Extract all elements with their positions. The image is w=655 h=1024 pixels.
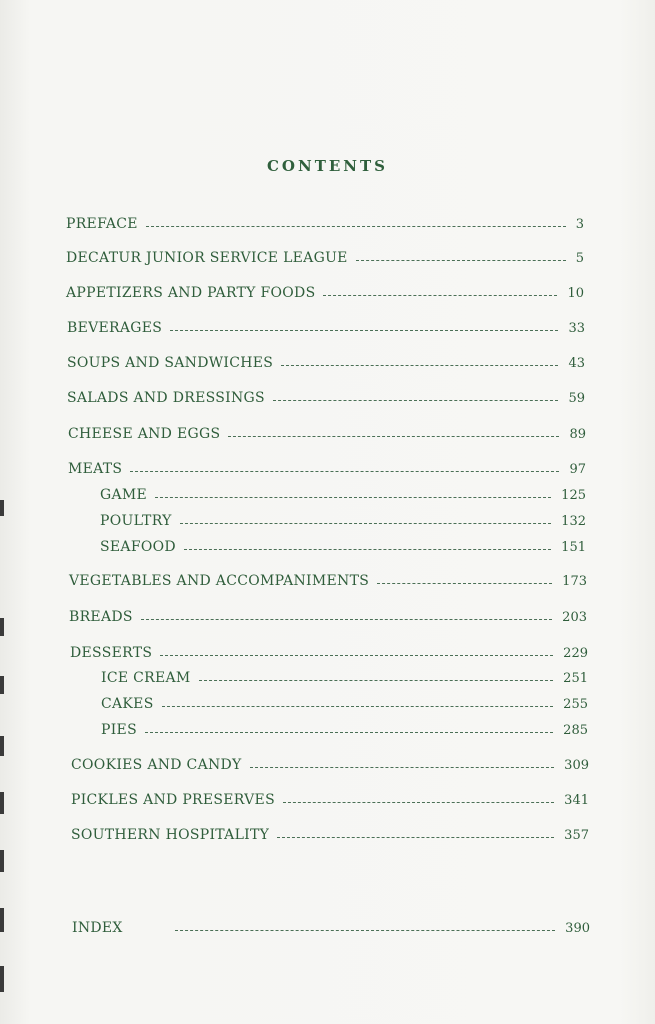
toc-entry-meats [68,457,586,477]
toc-entry-page: 10 [567,286,584,301]
toc-entry-salads [67,386,585,406]
dot-leader [228,435,559,437]
toc-entry-page: 125 [561,488,586,503]
toc-entry-page: 59 [568,391,585,406]
toc-entry-page: 309 [564,758,589,773]
toc-entry-label: INDEX [72,920,123,936]
toc-entry-page: 151 [561,540,586,555]
toc-entry-page: 173 [562,574,587,589]
dot-leader [377,582,552,584]
toc-entry-breads [69,605,587,625]
binding-mark [0,908,4,932]
toc-entry-label: POULTRY [100,513,172,529]
toc-entry-beverages [67,316,585,336]
toc-entry-appetizers [66,281,584,301]
toc-entry-label: GAME [100,487,148,503]
dot-leader [323,294,557,296]
toc-entry-page: 203 [562,610,587,625]
toc-entry-label: BREADS [69,609,133,625]
dot-leader [141,618,552,620]
toc-entry-label: PICKLES AND PRESERVES [71,792,275,808]
binding-mark [0,500,4,516]
dot-leader [283,801,554,803]
toc-entry-page: 251 [563,671,588,686]
toc-entry-label: SOUPS AND SANDWICHES [67,355,274,371]
toc-entry-label: DECATUR JUNIOR SERVICE LEAGUE [66,250,348,266]
toc-entry-page: 285 [563,723,588,738]
dot-leader [146,225,566,227]
dot-leader [170,329,558,331]
dot-leader [281,364,558,366]
toc-entry-label: PREFACE [66,216,138,232]
toc-entry-page: 341 [564,793,589,808]
dot-leader [160,654,553,656]
toc-entry-label: SOUTHERN HOSPITALITY [71,827,270,843]
toc-entry-label: VEGETABLES AND ACCOMPANIMENTS [69,573,370,589]
toc-entry-page: 390 [565,921,590,936]
dot-leader [199,679,554,681]
toc-entry-cookies [71,753,589,773]
toc-entry-label: CHEESE AND EGGS [68,426,221,442]
dot-leader [145,731,553,733]
toc-entry-page: 132 [561,514,586,529]
toc-entry-page: 357 [564,828,589,843]
toc-entry-pickles [71,788,589,808]
toc-entry-label: DESSERTS [70,645,153,661]
toc-entry-page: 97 [569,462,586,477]
dot-leader [162,705,554,707]
dot-leader [273,399,559,401]
dot-leader [250,766,555,768]
toc-entry-soups [67,351,585,371]
binding-mark [0,618,4,636]
toc-entry-page: 229 [563,646,588,661]
dot-leader [175,929,555,931]
toc-entry-league [66,246,584,266]
toc-entry-southern [71,823,589,843]
toc-entry-page: 5 [575,251,584,266]
binding-mark [0,676,4,694]
toc-entry-poultry [100,509,586,529]
toc-entry-ice-cream [101,666,588,686]
toc-entry-label: BEVERAGES [67,320,163,336]
dot-leader [155,496,551,498]
dot-leader [356,259,566,261]
toc-entry-seafood [100,535,586,555]
toc-entry-desserts [70,641,588,661]
dot-leader [130,470,559,472]
toc-entry-page: 43 [568,356,585,371]
toc-entry-cakes [101,692,588,712]
toc-entry-label: SALADS AND DRESSINGS [67,390,265,406]
toc-entry-label: SEAFOOD [100,539,176,555]
toc-entry-label: PIES [101,722,137,738]
toc-entry-preface [66,212,584,232]
toc-entry-page: 255 [563,697,588,712]
binding-mark [0,736,4,756]
binding-mark [0,792,4,814]
toc-entry-label: CAKES [101,696,154,712]
toc-entry-label: MEATS [68,461,123,477]
toc-entry-pies [101,718,588,738]
dot-leader [184,548,551,550]
binding-mark [0,966,4,992]
binding-mark [0,850,4,872]
dot-leader [180,522,552,524]
toc-entry-label: APPETIZERS AND PARTY FOODS [66,285,316,301]
toc-entry-vegetables [69,569,587,589]
toc-entry-cheese [68,422,586,442]
toc-entry-page: 33 [568,321,585,336]
toc-entry-page: 3 [575,217,584,232]
page-title: CONTENTS [266,157,389,175]
toc-entry-label: COOKIES AND CANDY [71,757,242,773]
toc-entry-game [100,483,586,503]
dot-leader [277,836,554,838]
toc-entry-page: 89 [569,427,586,442]
toc-entry-index [72,916,590,936]
toc-entry-label: ICE CREAM [101,670,191,686]
